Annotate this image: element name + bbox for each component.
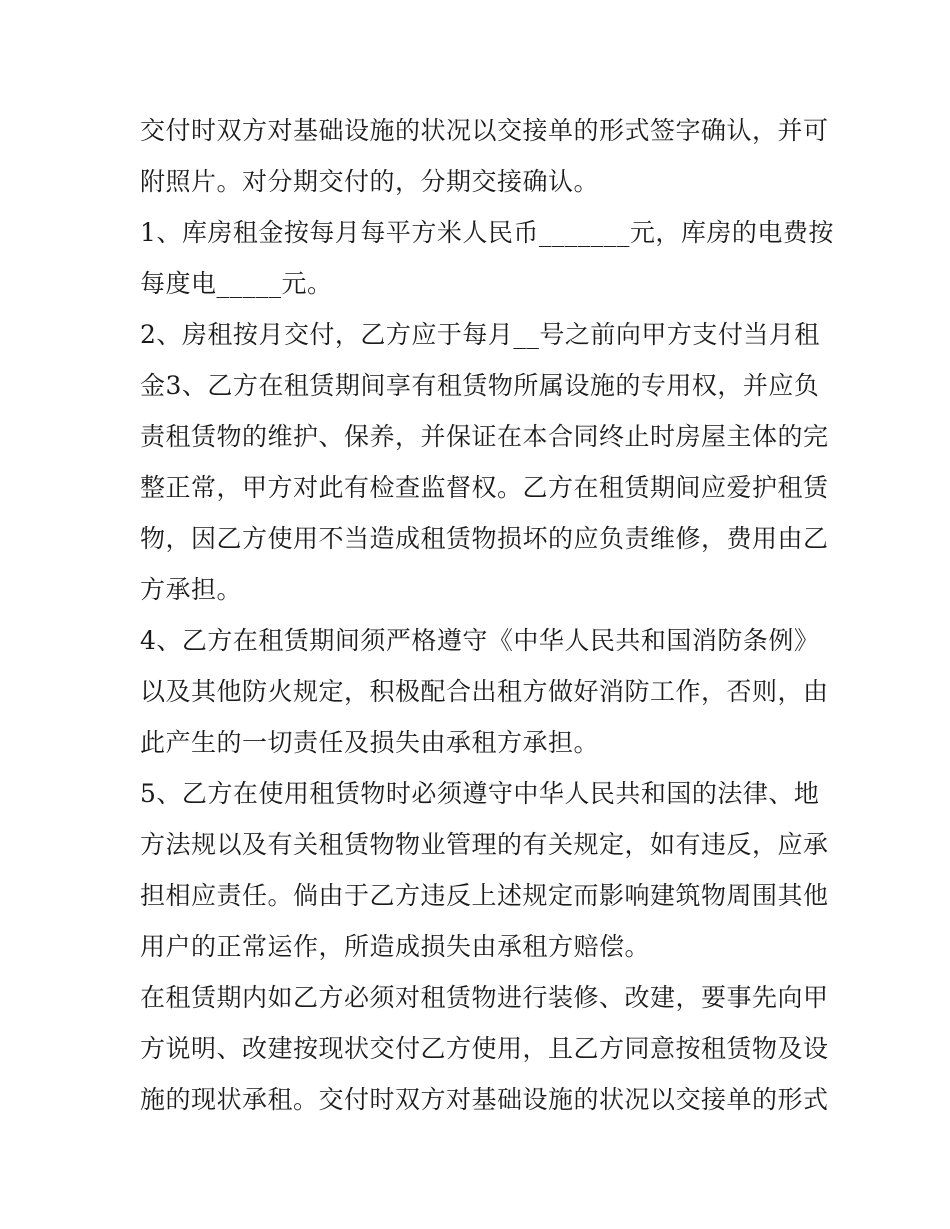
text-line: 4、乙方在租赁期间须严格遵守《中华人民共和国消防条例》 (140, 626, 820, 655)
text-line: 施的现状承租。交付时双方对基础设施的状况以交接单的形式 (140, 1085, 829, 1114)
text-line: 责租赁物的维护、保养，并保证在本合同终止时房屋主体的完 (140, 422, 829, 451)
text-line: 每度电_____元。 (140, 269, 333, 298)
text-line: 方法规以及有关租赁物物业管理的有关规定，如有违反，应承 (140, 830, 829, 859)
text-line: 方说明、改建按现状交付乙方使用，且乙方同意按租赁物及设 (140, 1034, 829, 1063)
text-line: 此产生的一切责任及损失由承租方承担。 (140, 728, 600, 757)
text-line: 交付时双方对基础设施的状况以交接单的形式签字确认，并可 (140, 116, 829, 145)
text-line: 整正常，甲方对此有检查监督权。乙方在租赁期间应爱护租赁 (140, 473, 829, 502)
text-line: 在租赁期内如乙方必须对租赁物进行装修、改建，要事先向甲 (140, 983, 829, 1012)
text-line: 1、库房租金按每月每平方米人民币_______元，库房的电费按 (140, 218, 834, 247)
text-line: 以及其他防火规定，积极配合出租方做好消防工作，否则，由 (140, 677, 829, 706)
text-line: 2、房租按月交付，乙方应于每月__号之前向甲方支付当月租 (140, 320, 820, 349)
text-line: 金3、乙方在租赁期间享有租赁物所属设施的专用权，并应负 (140, 371, 820, 400)
document-body (140, 105, 834, 1125)
text-line: 附照片。对分期交付的，分期交接确认。 (140, 167, 600, 196)
text-line: 方承担。 (140, 575, 243, 604)
text-line: 担相应责任。倘由于乙方违反上述规定而影响建筑物周围其他 (140, 881, 829, 910)
text-line: 物，因乙方使用不当造成租赁物损坏的应负责维修，费用由乙 (140, 524, 829, 553)
text-line: 5、乙方在使用租赁物时必须遵守中华人民共和国的法律、地 (140, 779, 820, 808)
text-line: 用户的正常运作，所造成损失由承租方赔偿。 (140, 932, 651, 961)
